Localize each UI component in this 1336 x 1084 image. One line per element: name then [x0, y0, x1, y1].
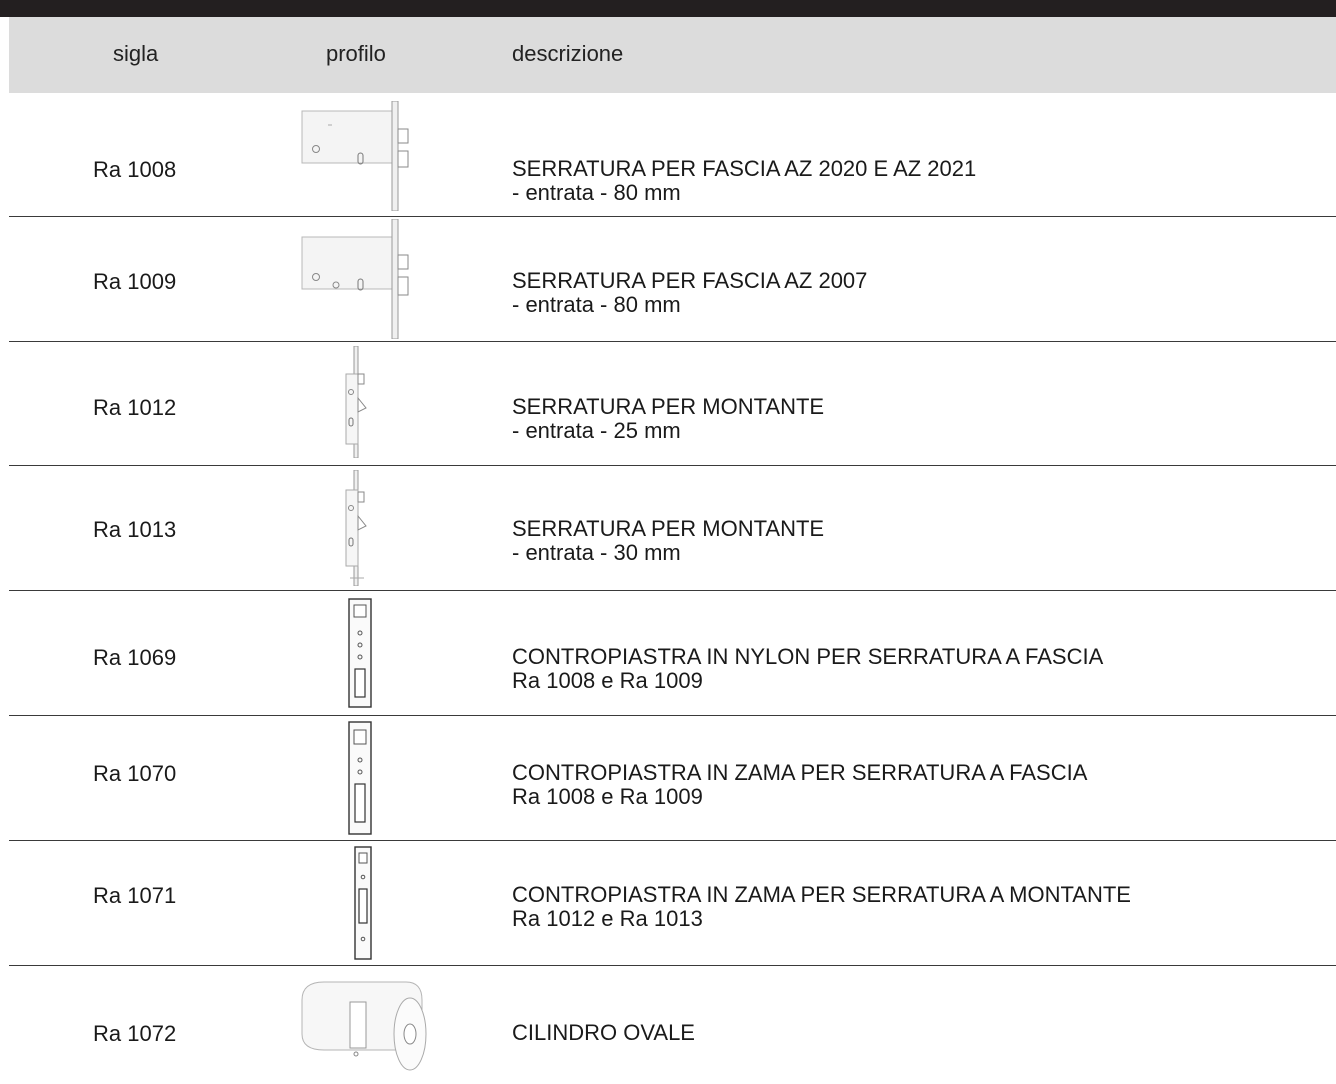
- row-description: [512, 1021, 695, 1045]
- row-subtitle: Ra 1008 e Ra 1009: [512, 784, 703, 809]
- row-subtitle: - entrata - 80 mm: [512, 292, 681, 317]
- table-row: [9, 841, 1336, 966]
- row-title: CONTROPIASTRA IN ZAMA PER SERRATURA A MONTANTE: [512, 882, 1131, 907]
- row-code: Ra 1012: [93, 395, 177, 420]
- row-subtitle: - entrata - 30 mm: [512, 540, 681, 565]
- oval-cylinder-image: [296, 972, 436, 1082]
- row-description: [512, 761, 1087, 809]
- header-descrizione: descrizione: [512, 41, 624, 66]
- table-row: [9, 466, 1336, 591]
- table-row: [9, 591, 1336, 716]
- row-code: Ra 1013: [93, 517, 177, 542]
- row-description: [512, 395, 824, 443]
- row-title: SERRATURA PER MONTANTE: [512, 394, 825, 419]
- row-code: Ra 1070: [93, 761, 177, 786]
- strike-plate-image: [349, 845, 379, 961]
- row-title: CONTROPIASTRA IN ZAMA PER SERRATURA A FASCIA: [512, 760, 1088, 785]
- header-profilo: profilo: [326, 41, 386, 66]
- table-row: [9, 217, 1336, 342]
- row-title: SERRATURA PER MONTANTE: [512, 516, 825, 541]
- row-code: Ra 1072: [93, 1021, 177, 1046]
- mortise-lock-wide-image: [298, 101, 418, 211]
- row-description: [512, 883, 1131, 931]
- row-title: CONTROPIASTRA IN NYLON PER SERRATURA A FASCIA: [512, 644, 1104, 669]
- table-row: [9, 342, 1336, 466]
- row-subtitle: - entrata - 25 mm: [512, 418, 681, 443]
- row-title: SERRATURA PER FASCIA AZ 2020 E AZ 2021: [512, 156, 977, 181]
- table-header: [9, 17, 1336, 93]
- row-subtitle: Ra 1008 e Ra 1009: [512, 668, 703, 693]
- row-description: [512, 645, 1103, 693]
- table-row: [9, 93, 1336, 217]
- row-code: Ra 1008: [93, 157, 177, 182]
- header-sigla: sigla: [113, 41, 159, 66]
- top-bar: [0, 0, 1336, 17]
- row-subtitle: - entrata - 80 mm: [512, 180, 681, 205]
- row-description: [512, 517, 824, 565]
- table-row: [9, 966, 1336, 1084]
- table-row: [9, 716, 1336, 841]
- row-subtitle: Ra 1012 e Ra 1013: [512, 906, 703, 931]
- row-description: [512, 157, 976, 205]
- row-description: [512, 269, 867, 317]
- strike-plate-image: [345, 597, 377, 709]
- strike-plate-image: [345, 720, 377, 836]
- row-code: Ra 1071: [93, 883, 177, 908]
- row-title: SERRATURA PER FASCIA AZ 2007: [512, 268, 868, 293]
- row-title: CILINDRO OVALE: [512, 1020, 695, 1045]
- narrow-lock-image: [340, 346, 380, 458]
- row-code: Ra 1069: [93, 645, 177, 670]
- row-code: Ra 1009: [93, 269, 177, 294]
- narrow-lock-image: [340, 470, 380, 586]
- mortise-lock-wide-image: [298, 219, 418, 339]
